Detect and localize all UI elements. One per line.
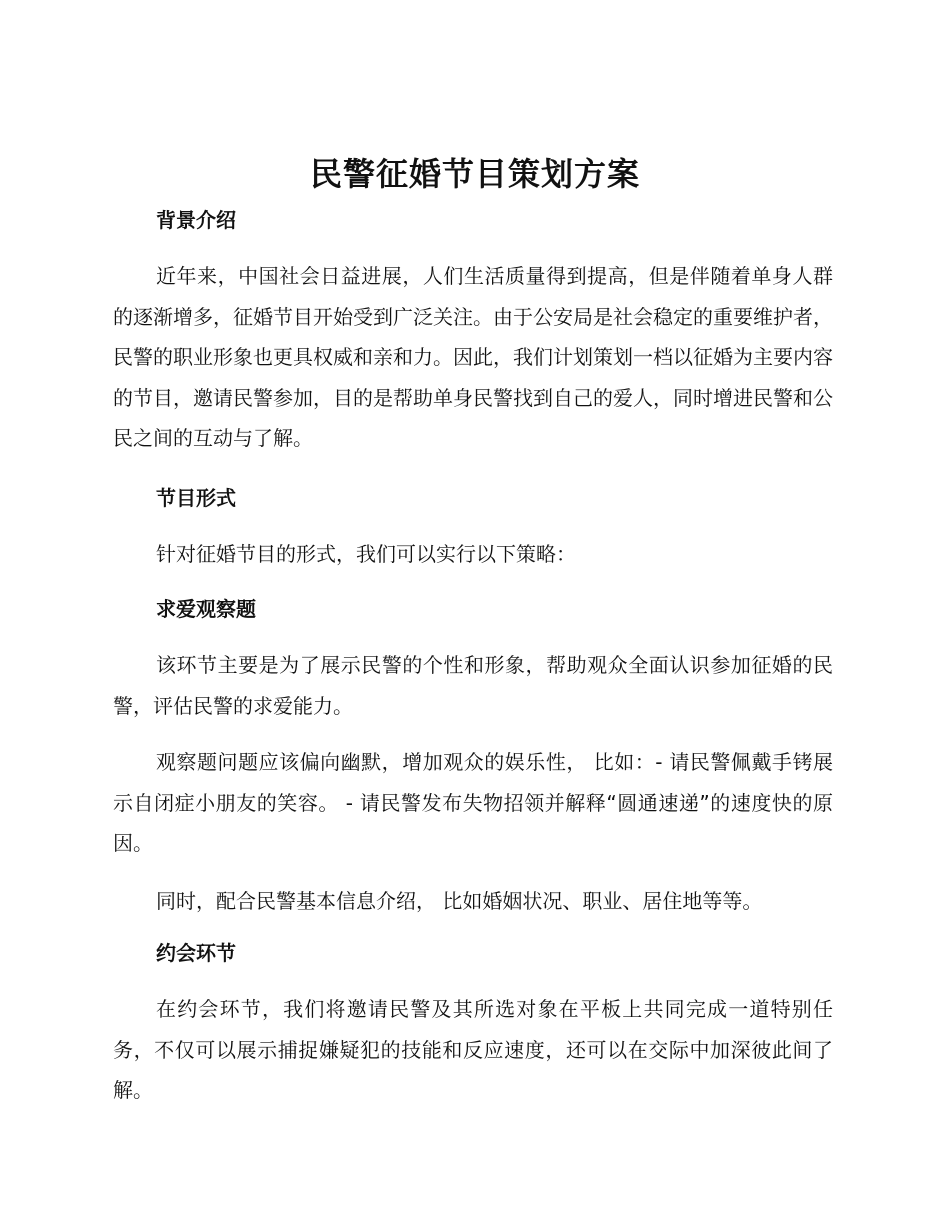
paragraph-format: 针对征婚节目的形式，我们可以实行以下策略： (156, 542, 576, 566)
section-heading-date: 约会环节 (156, 941, 236, 965)
paragraph-observation-info: 同时，配合民警基本信息介绍， 比如婚姻状况、职业、居住地等等。 (156, 889, 763, 913)
section-heading-observation: 求爱观察题 (156, 597, 256, 621)
document-title: 民警征婚节目策划方案 (309, 155, 640, 193)
section-heading-format: 节目形式 (156, 486, 236, 510)
paragraph-date: 在约会环节，我们将邀请民警及其所选对象在平板上共同完成一道特别任务，不仅可以展示捕捉嫌疑犯的技能和反应速度，还可以在交际中加深彼此间了解。 (113, 997, 833, 1102)
section-heading-background: 背景介绍 (156, 208, 236, 232)
paragraph-background: 近年来，中国社会日益进展，人们生活质量得到提高，但是伴随着单身人群的逐渐增多，征婚节目开始受到广泛关注。由于公安局是社会稳定的重要维护者，民警的职业形象也更具权威和亲和力。因此，我们计划策划一档以征婚为主要内容的节目，邀请民警参加，目的是帮助单身民警找到自己的爱人，同时增进民警和公民之间的互动与了解。 (113, 264, 833, 450)
paragraph-observation-examples: 观察题问题应该偏向幽默，增加观众的娱乐性， 比如：- 请民警佩戴手铐展示自闭症小朋友的笑容。 - 请民警发布失物招领并解释“圆通速递”的速度快的原因。 (113, 750, 833, 855)
paragraph-observation-intro: 该环节主要是为了展示民警的个性和形象，帮助观众全面认识参加征婚的民警，评估民警的求爱能力。 (113, 653, 833, 718)
